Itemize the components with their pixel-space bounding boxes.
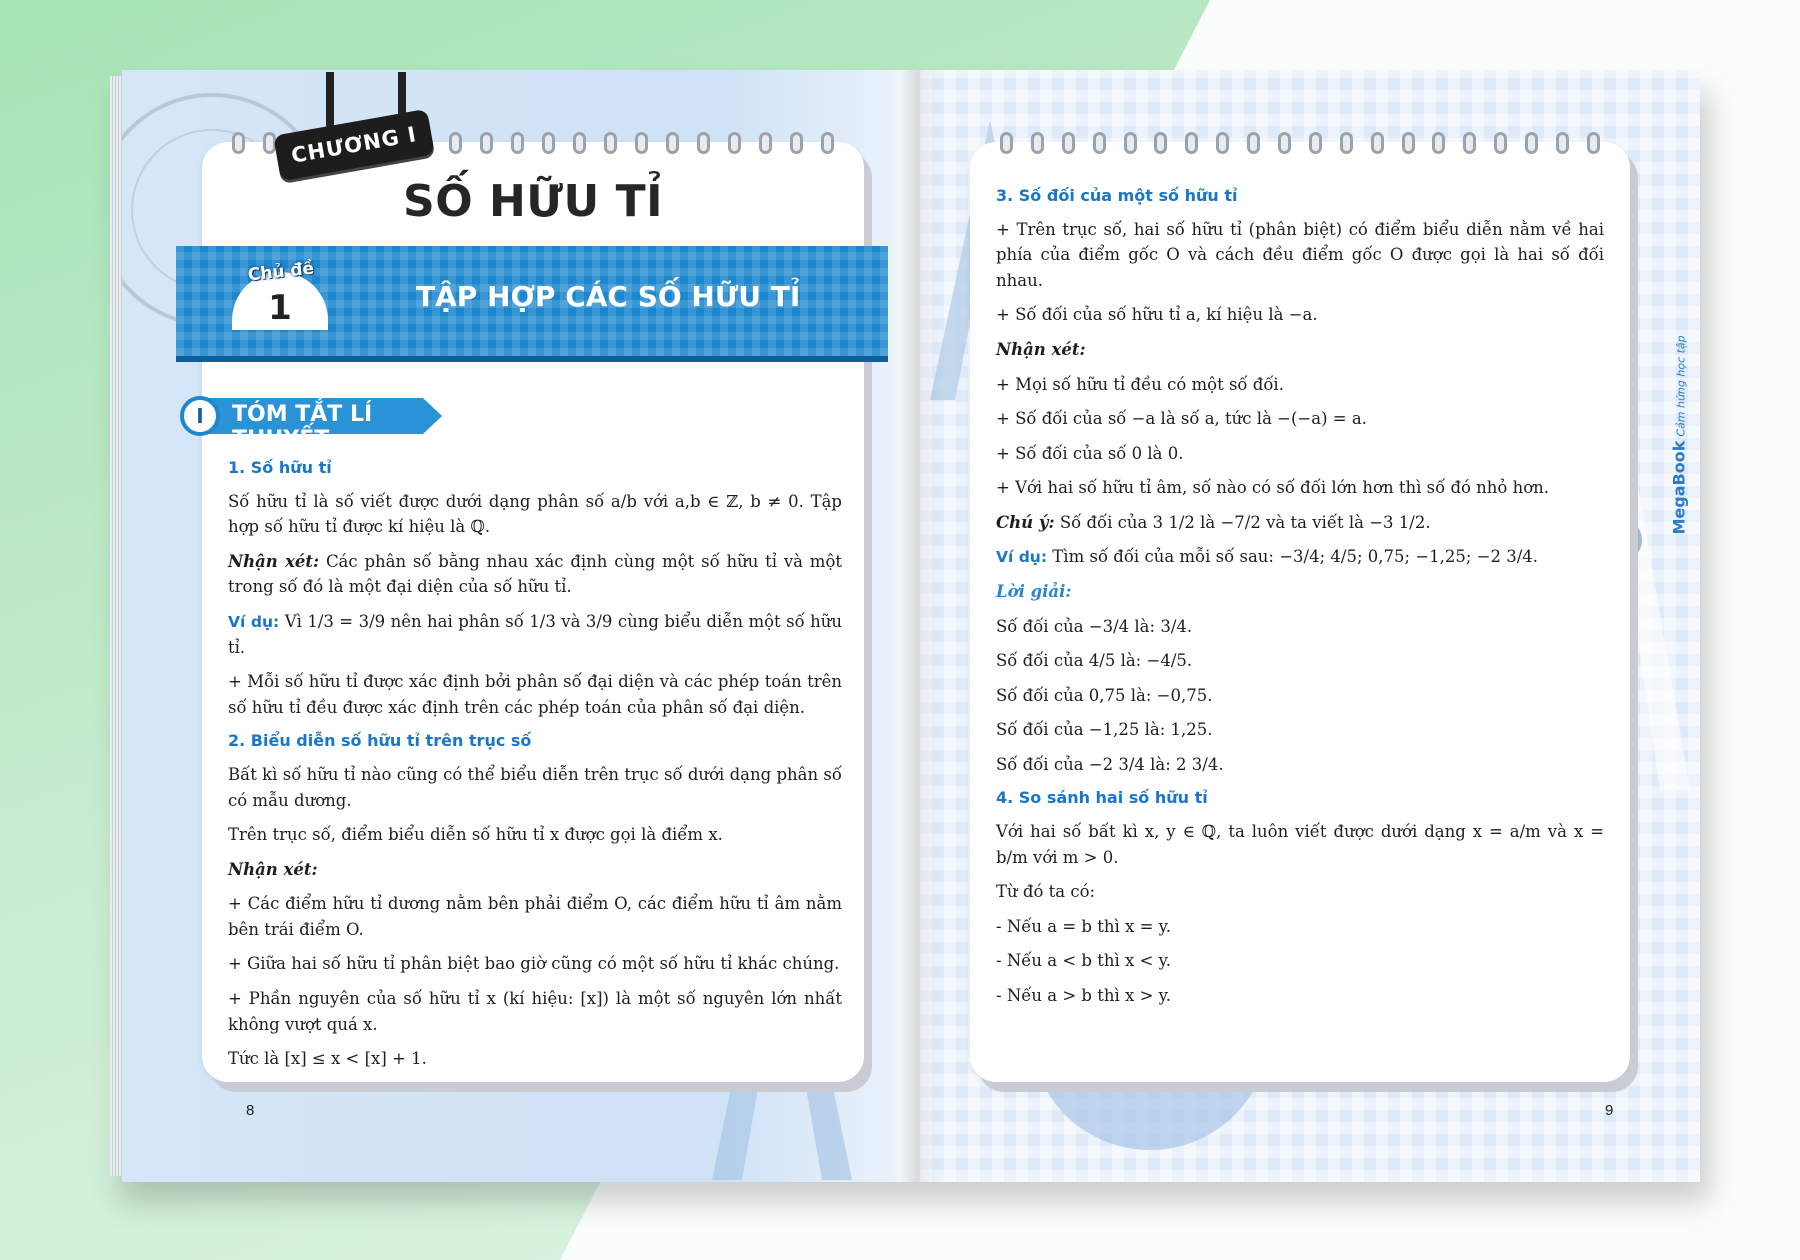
paragraph: + Mỗi số hữu tỉ được xác định bởi phân số đại diện và các phép toán trên số hữu tỉ đều được xác định trên các phép toán của phân số đại diện. xyxy=(228,672,842,717)
paragraph: + Với hai số hữu tỉ âm, số nào có số đối lớn hơn thì số đó nhỏ hơn. xyxy=(996,478,1550,498)
solution-heading xyxy=(996,579,1604,605)
remark-heading xyxy=(996,337,1604,363)
paragraph: Tức là [x] ≤ x < [x] + 1. xyxy=(228,1049,427,1069)
chapter-title: SỐ HỮU TỈ xyxy=(403,176,663,227)
note-text: Số đối của 3 1/2 là −7/2 và ta viết là −3 1/2. xyxy=(1059,512,1431,532)
paragraph: + Trên trục số, hai số hữu tỉ (phân biệt) có điểm biểu diễn nằm về hai phía của điểm gốc O và cách đều điểm gốc O được gọi là hai số đối nhau. xyxy=(996,219,1604,290)
paragraph: + Giữa hai số hữu tỉ phân biệt bao giờ cũng có một số hữu tỉ khác chúng. xyxy=(228,954,840,974)
left-content xyxy=(228,452,842,1081)
example-text: Vì 1/3 = 3/9 nên hai phân số 1/3 và 3/9 cùng biểu diễn một số hữu tỉ. xyxy=(228,612,843,657)
section-heading xyxy=(180,396,460,452)
remark-heading xyxy=(228,857,842,883)
remark-text: Các phân số bằng nhau xác định cùng một số hữu tỉ và một trong số đó là một đại diện của số hữu tỉ. xyxy=(228,551,843,597)
paragraph: Trên trục số, điểm biểu diễn số hữu tỉ x được gọi là điểm x. xyxy=(228,825,723,845)
paragraph: - Nếu a = b thì x = y. xyxy=(996,916,1172,936)
remark-label: Nhận xét: xyxy=(228,551,320,571)
heading-1: 1. Số hữu tỉ xyxy=(228,458,332,477)
remark xyxy=(228,549,842,600)
brand-tagline: Cảm hứng học tập xyxy=(1674,335,1688,437)
heading-2: 2. Biểu diễn số hữu tỉ trên trục số xyxy=(228,731,532,751)
solution-line: Số đối của 4/5 là: −4/5. xyxy=(996,651,1193,671)
brand-name: MegaBook xyxy=(1669,440,1689,535)
paragraph: - Nếu a > b thì x > y. xyxy=(996,985,1172,1005)
page-number-left: 8 xyxy=(246,1102,255,1119)
paragraph: + Số đối của số 0 là 0. xyxy=(996,443,1184,463)
example-label: Ví dụ: xyxy=(228,613,280,632)
right-content xyxy=(996,180,1604,1018)
note xyxy=(996,510,1604,536)
topic-label: Chủ đề xyxy=(246,258,316,286)
example xyxy=(228,609,842,660)
remark-label: Nhận xét: xyxy=(996,340,1086,360)
book-spine xyxy=(900,70,940,1182)
paragraph: Từ đó ta có: xyxy=(996,882,1096,902)
page-stack-edge xyxy=(110,76,122,1176)
paragraph: + Phần nguyên của số hữu tỉ x (kí hiệu: [x]) là một số nguyên lớn nhất không vượt quá x. xyxy=(228,989,842,1034)
topic-title: TẬP HỢP CÁC SỐ HỮU TỈ xyxy=(416,280,801,313)
paragraph: - Nếu a < b thì x < y. xyxy=(996,951,1172,971)
heading-3: 3. Số đối của một số hữu tỉ xyxy=(996,186,1238,205)
remark-label: Nhận xét: xyxy=(228,859,318,879)
solution-line: Số đối của 0,75 là: −0,75. xyxy=(996,685,1213,705)
chapter-tag: CHƯƠNG I xyxy=(273,109,435,181)
page-number-right: 9 xyxy=(1605,1102,1614,1119)
spiral-rings xyxy=(1000,132,1600,154)
solution-line: Số đối của −3/4 là: 3/4. xyxy=(996,616,1193,636)
solution-line: Số đối của −2 3/4 là: 2 3/4. xyxy=(996,754,1224,774)
section-badge: I xyxy=(180,396,220,436)
example xyxy=(996,544,1604,570)
example-label: Ví dụ: xyxy=(996,548,1048,567)
brand-vertical xyxy=(1664,190,1690,750)
heading-4: 4. So sánh hai số hữu tỉ xyxy=(996,788,1208,808)
paragraph: Với hai số bất kì x, y ∈ ℚ, ta luôn viết được dưới dạng x = a/m và x = b/m với m > 0. xyxy=(996,822,1604,867)
solution-line: Số đối của −1,25 là: 1,25. xyxy=(996,720,1213,740)
paragraph: + Số đối của số −a là số a, tức là −(−a) = a. xyxy=(996,409,1367,429)
topic-number: 1 xyxy=(268,288,292,328)
note-label: Chú ý: xyxy=(996,512,1055,532)
paragraph: + Số đối của số hữu tỉ a, kí hiệu là −a. xyxy=(996,305,1318,325)
paragraph: + Mọi số hữu tỉ đều có một số đối. xyxy=(996,374,1284,394)
brand-logo xyxy=(1669,335,1689,535)
example-text: Tìm số đối của mỗi số sau: −3/4; 4/5; 0,75; −1,25; −2 3/4. xyxy=(1052,547,1539,567)
paragraph: Số hữu tỉ là số viết được dưới dạng phân số a/b với a,b ∈ ℤ, b ≠ 0. Tập hợp số hữu tỉ được kí hiệu là ℚ. xyxy=(228,491,842,537)
paragraph: Bất kì số hữu tỉ nào cũng có thể biểu diễn trên trục số dưới dạng phân số có mẫu dương. xyxy=(228,765,842,810)
solution-label: Lời giải: xyxy=(996,581,1072,601)
section-title: TÓM TẮT LÍ THUYẾT xyxy=(232,402,373,452)
paragraph: + Các điểm hữu tỉ dương nằm bên phải điểm O, các điểm hữu tỉ âm nằm bên trái điểm O. xyxy=(228,894,842,939)
